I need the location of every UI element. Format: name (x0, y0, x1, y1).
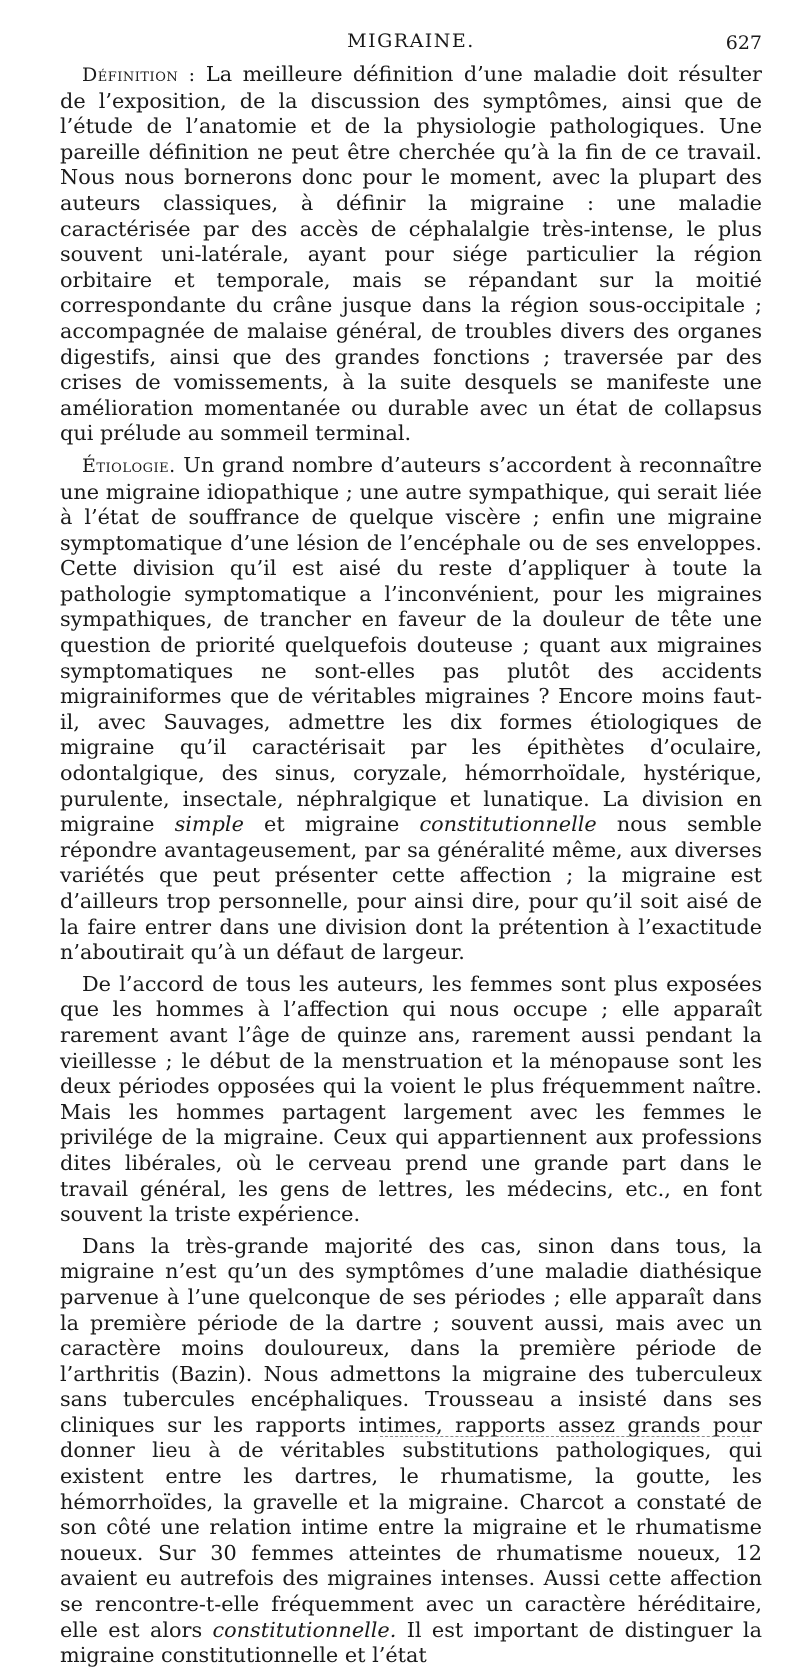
paragraph-definition (60, 62, 762, 447)
paragraph-etiologie (60, 453, 762, 966)
paragraph-text: De l’accord de tous les auteurs, les femmes sont plus exposées que les hommes à l’affection qui nous occupe ; elle apparaît rarement avant l’âge de quinze ans, rarement aussi pendant la vieillesse ; le début de la menstruation et la ménopause sont les deux périodes opposées qui la voient le plus fréquemment naître. Mais les hommes partagent largement avec les femmes le privilége de la migraine. Ceux qui appartiennent aux professions dites libérales, où le cerveau prend une grande part dans le travail général, les gens de lettres, les médecins, etc., en font souvent la triste expérience. (60, 971, 762, 1227)
paragraph-text: et migraine (243, 812, 420, 837)
paragraph-text: Il est important de distinguer la migraine constitutionnelle et l’état (60, 1617, 762, 1668)
page-header (60, 30, 762, 56)
section-label-etiologie: Étiologie. (82, 454, 176, 477)
page-number: 627 (725, 32, 762, 54)
section-label-definition: Définition : (82, 64, 196, 86)
emphasis-simple: simple (174, 812, 244, 837)
paragraph-text: Un grand nombre d’auteurs s’accordent à reconnaître une migraine idiopathique ; une autre sympathique, qui serait liée à l’état de souffrance de quelque viscère ; enfin une migraine symptomatique d’une lésion de l’encéphale ou de ses enveloppes. Cette division qu’il est aisé du reste d’appliquer à toute la pathologie symptomatique a l’inconvénient, pour les migraines sympathiques, de trancher en faveur de la douleur de tête une question de priorité quelquefois douteuse ; quant aux migraines symptomatiques ne sont-elles pas plutôt des accidents migrainiformes que de véritables migraines ? Encore moins faut-il, avec Sauvages, admettre les dix formes étiologiques de migraine qu’il caractérisait par les épithètes d’oculaire, odontalgique, des sinus, coryzale, hémorrhoïdale, hystérique, purulente, insectale, néphralgique et lunatique. La division en migraine (60, 452, 762, 837)
running-title: MIGRAINE. (347, 30, 475, 52)
paragraph-sexes (60, 972, 762, 1228)
paragraph-text: nous semble répondre avantageusement, par sa généralité même, aux diverses variétés que peut présenter cette affection ; la migraine est d’ailleurs trop personnelle, pour ainsi dire, pour qu’il soit aisé de la faire entrer dans une division dont la prétention à l’exactitude n’aboutirait qu’à un défaut de largeur. (60, 812, 762, 965)
body-text (60, 62, 762, 1675)
footer-rule (380, 1436, 750, 1437)
emphasis-constitutionnelle: constitutionnelle. (212, 1617, 397, 1642)
paragraph-text: La meilleure définition d’une maladie doit résulter de l’exposition, de la discussion des symptômes, ainsi que de l’étude de l’anatomie et de la physiologie pathologiques. Une pareille définition ne peut être cherchée qu’à la fin de ce travail. Nous nous bornerons donc pour le moment, avec la plupart des auteurs classiques, à définir la migraine : une maladie caractérisée par des accès de céphalalgie très-intense, le plus souvent uni-latérale, ayant pour siége particulier la région orbitaire et temporale, mais se répandant sur la moitié correspondante du crâne jusque dans la région sous-occipitale ; accompagnée de malaise général, de troubles divers des organes digestifs, ainsi que des grandes fonctions ; traversée par des crises de vomissements, à la suite desquels se manifeste une amélioration momentanée ou durable avec un état de collapsus qui prélude au sommeil terminal. (60, 62, 762, 446)
paragraph-diathese (60, 1234, 762, 1669)
paragraph-text: Dans la très-grande majorité des cas, sinon dans tous, la migraine n’est qu’un des symptômes d’une maladie diathésique parvenue à l’une quelconque de ses périodes ; elle apparaît dans la première période de la dartre ; souvent aussi, mais avec un caractère moins douloureux, dans la première période de l’arthritis (Bazin). Nous admettons la migraine des tuberculeux sans tubercules encéphaliques. Trousseau a insisté dans ses cliniques sur les rapports intimes, rapports assez grands pour donner lieu à de véritables substitutions pathologiques, qui existent entre les dartres, le rhumatisme, la goutte, les hémorrhoïdes, la gravelle et la migraine. Charcot a constaté de son côté une relation intime entre la migraine et le rhumatisme noueux. Sur 30 femmes atteintes de rhumatisme noueux, 12 avaient eu autrefois des migraines intenses. Aussi cette affection se rencontre-t-elle fréquemment avec un caractère héréditaire, elle est alors (60, 1233, 762, 1642)
emphasis-constitutionnelle: constitutionnelle (419, 812, 597, 837)
